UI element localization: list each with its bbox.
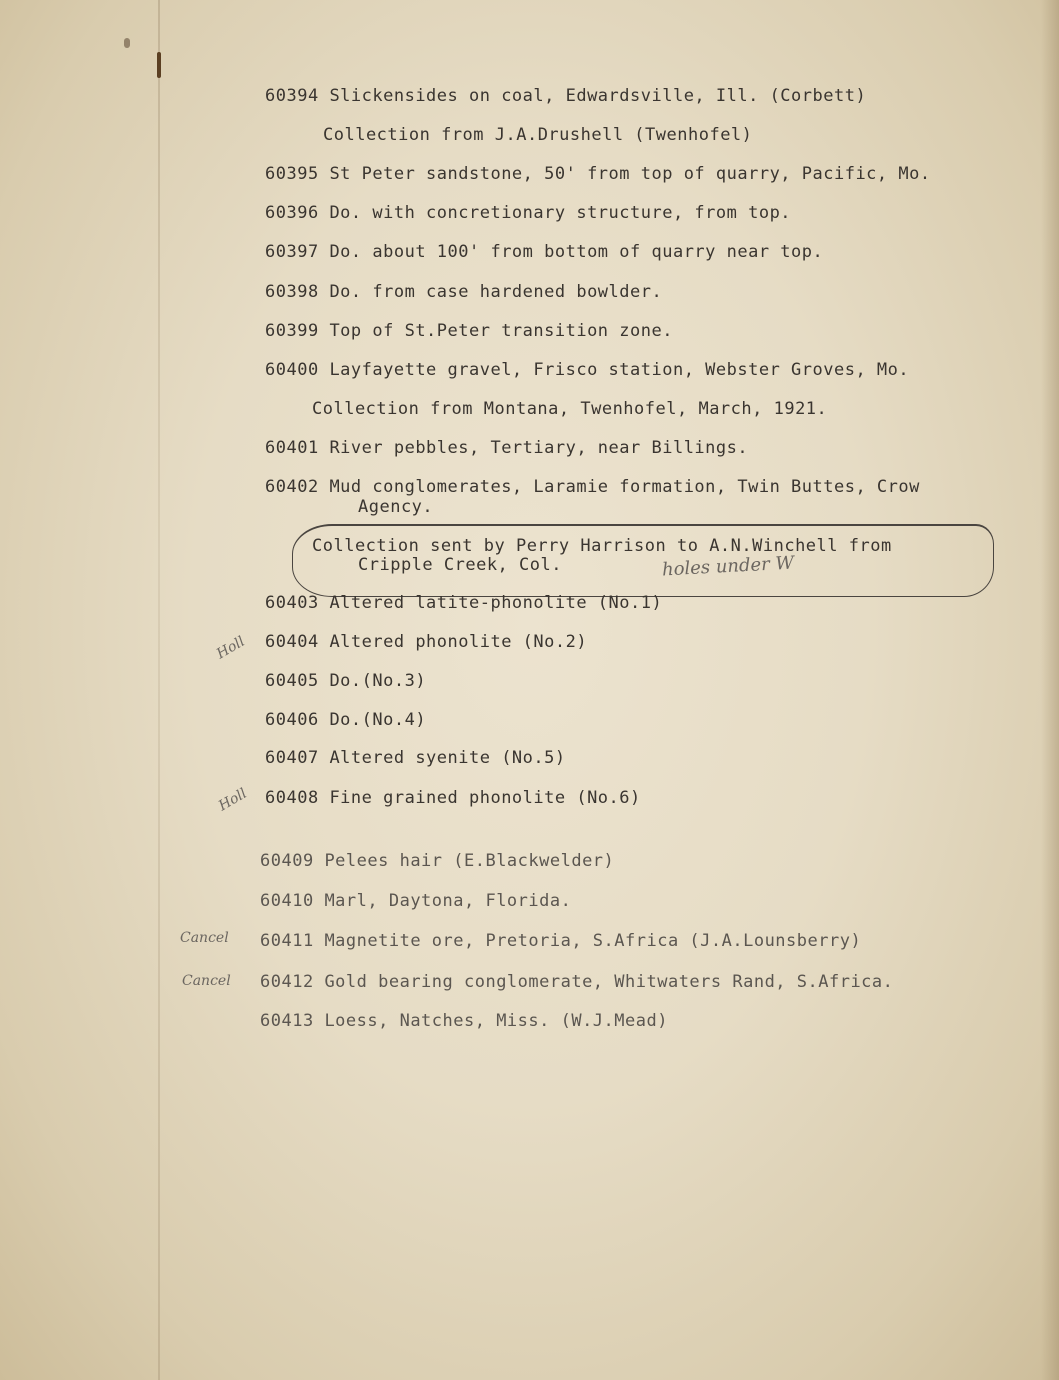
entry-description: Slickensides on coal, Edwardsville, Ill. (Corbett) (329, 86, 867, 106)
entry-description: Do. from case hardened bowlder. (329, 282, 663, 302)
entry-description: Fine grained phonolite (No.6) (329, 788, 641, 808)
entry-description: Do. about 100' from bottom of quarry near top. (329, 242, 824, 262)
catalog-number: 60394 (265, 86, 319, 106)
entry-description: St Peter sandstone, 50' from top of quarry, Pacific, Mo. (329, 164, 931, 184)
catalog-number: 60395 (265, 164, 319, 184)
catalog-number: 60410 (260, 891, 314, 911)
entry-line (265, 477, 920, 497)
catalog-number: 60399 (265, 321, 319, 341)
entry-line (265, 360, 909, 380)
catalog-number: 60402 (265, 477, 319, 497)
catalog-number: 60401 (265, 438, 319, 458)
entry-description: Pelees hair (E.Blackwelder) (324, 851, 615, 871)
entry-line (260, 972, 893, 992)
entry-line (265, 671, 426, 691)
catalog-number: 60411 (260, 931, 314, 951)
catalog-number: 60407 (265, 748, 319, 768)
catalog-number: 60412 (260, 972, 314, 992)
entry-line (265, 748, 566, 768)
catalog-number: 60396 (265, 203, 319, 223)
entry-description: Do.(No.4) (329, 710, 427, 730)
collection-heading: Collection from Montana, Twenhofel, March, 1921. (312, 399, 828, 419)
handwritten-note: holes under W (661, 552, 795, 581)
collection-heading: Collection from J.A.Drushell (Twenhofel) (323, 125, 753, 145)
entry-line (265, 593, 662, 613)
entry-description: Top of St.Peter transition zone. (329, 321, 673, 341)
margin-annotation: Cancel (182, 973, 231, 989)
entry-line (265, 203, 791, 223)
entry-line (260, 931, 861, 951)
catalog-number: 60400 (265, 360, 319, 380)
entry-continuation: Agency. (358, 497, 434, 517)
entry-line (265, 788, 641, 808)
ink-smudge (124, 38, 130, 48)
collection-heading: Collection sent by Perry Harrison to A.N.Winchell from (312, 536, 892, 556)
entry-line (260, 1011, 668, 1031)
catalog-number: 60405 (265, 671, 319, 691)
entry-description: Marl, Daytona, Florida. (324, 891, 572, 911)
entry-line (265, 438, 748, 458)
binding-mark (157, 52, 161, 78)
entry-line (265, 86, 866, 106)
margin-annotation: Holl (215, 785, 250, 815)
entry-description: Mud conglomerates, Laramie formation, Twin Buttes, Crow (329, 477, 920, 497)
entry-line (265, 632, 587, 652)
catalog-number: 60406 (265, 710, 319, 730)
catalog-number: 60397 (265, 242, 319, 262)
catalog-number: 60408 (265, 788, 319, 808)
entry-line (265, 164, 931, 184)
catalog-number: 60398 (265, 282, 319, 302)
entry-line (265, 321, 673, 341)
entry-description: Gold bearing conglomerate, Whitwaters Rand, S.Africa. (324, 972, 894, 992)
entry-line (265, 282, 662, 302)
entry-description: Altered phonolite (No.2) (329, 632, 588, 652)
entry-line (265, 242, 823, 262)
catalog-number: 60413 (260, 1011, 314, 1031)
entry-description: Altered syenite (No.5) (329, 748, 566, 768)
margin-annotation: Cancel (180, 930, 229, 946)
catalog-number: 60403 (265, 593, 319, 613)
entry-description: Magnetite ore, Pretoria, S.Africa (J.A.Lounsberry) (324, 931, 862, 951)
entry-line (260, 851, 614, 871)
entry-line (265, 710, 426, 730)
margin-annotation: Holl (213, 633, 248, 663)
entry-description: Loess, Natches, Miss. (W.J.Mead) (324, 1011, 668, 1031)
page-fold (158, 0, 160, 1380)
entry-description: Altered latite-phonolite (No.1) (329, 593, 663, 613)
entry-description: Layfayette gravel, Frisco station, Webster Groves, Mo. (329, 360, 910, 380)
entry-description: Do. with concretionary structure, from top. (329, 203, 792, 223)
entry-description: Do.(No.3) (329, 671, 427, 691)
entry-description: River pebbles, Tertiary, near Billings. (329, 438, 749, 458)
page-edge-shadow (1041, 0, 1059, 1380)
catalog-number: 60404 (265, 632, 319, 652)
collection-heading-continuation: Cripple Creek, Col. (358, 555, 562, 575)
catalog-number: 60409 (260, 851, 314, 871)
entry-line (260, 891, 571, 911)
